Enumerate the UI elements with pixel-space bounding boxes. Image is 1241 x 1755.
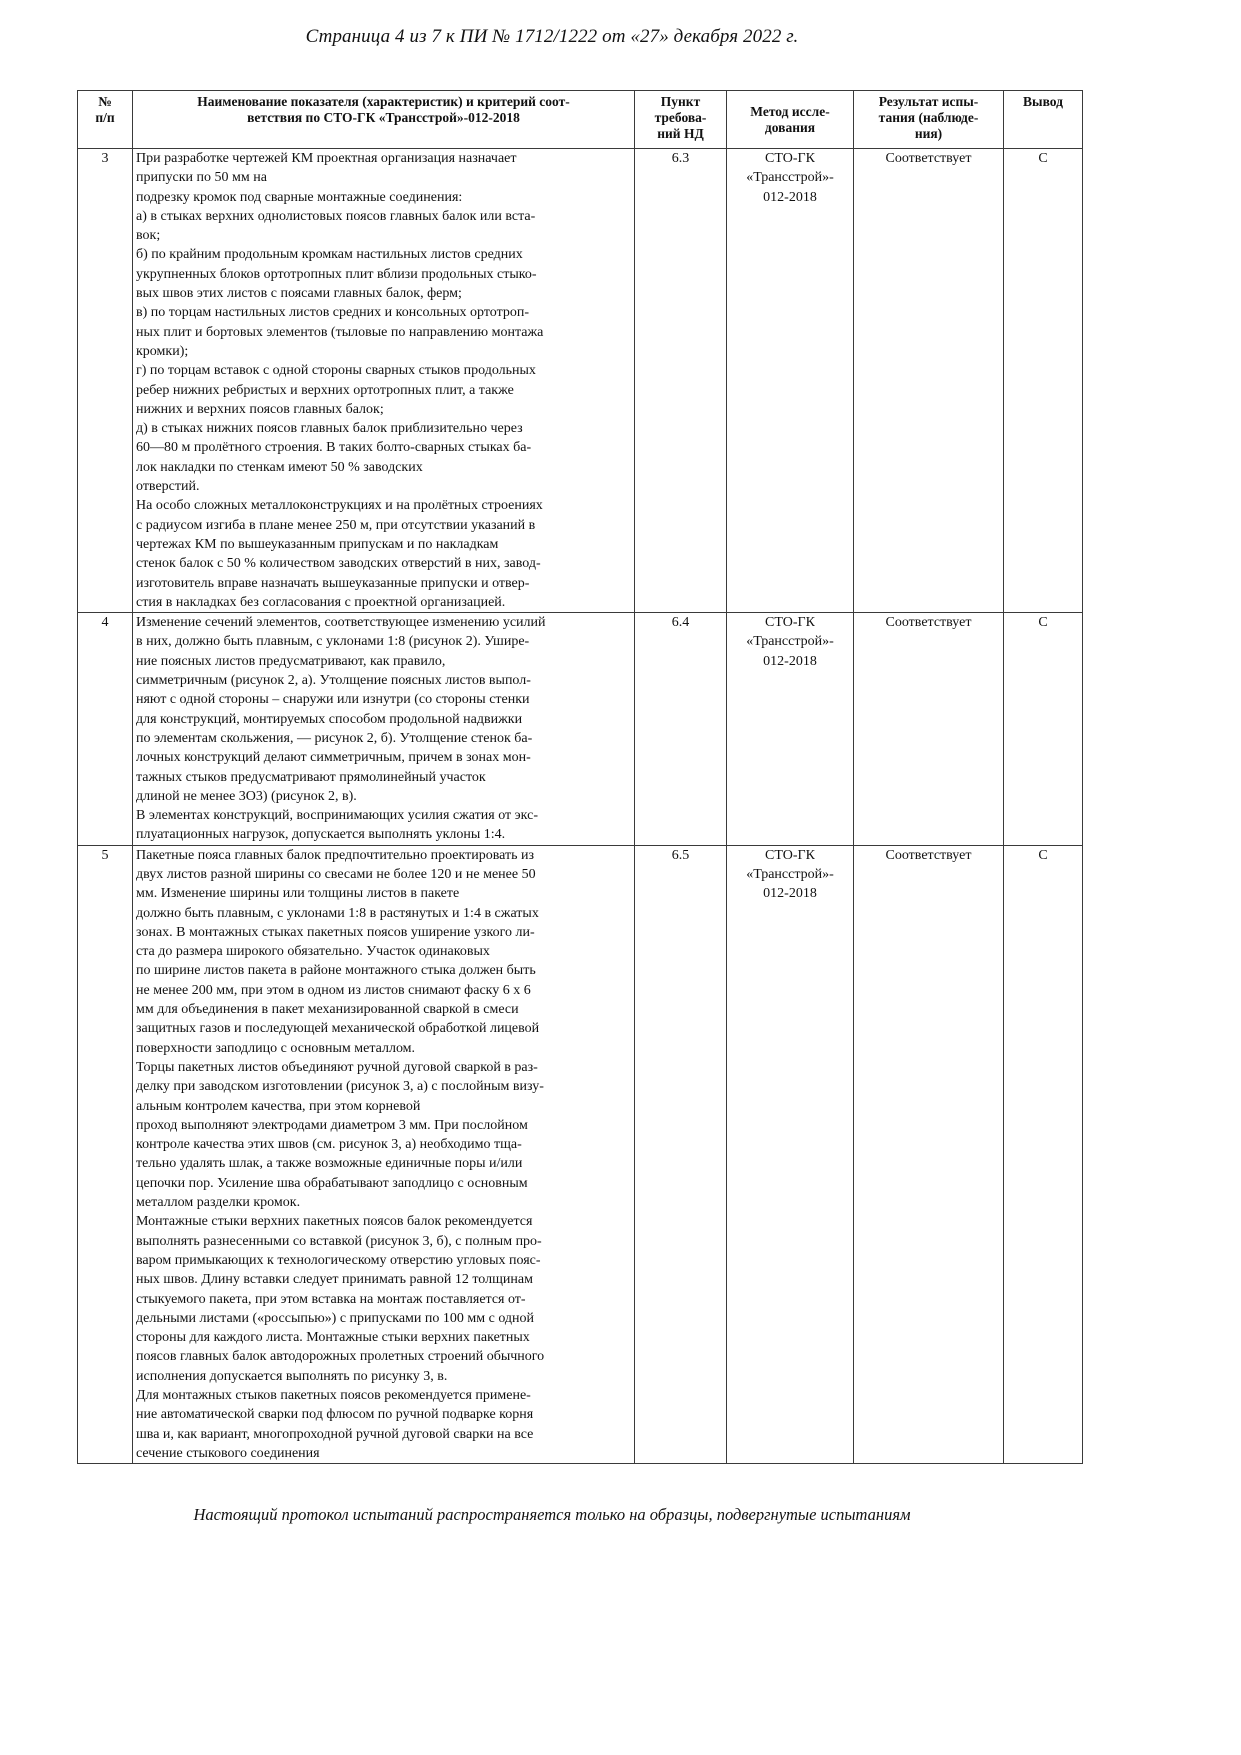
criterion-line: подрезку кромок под сварные монтажные соединения: <box>136 189 463 205</box>
test-result: Соответствует <box>854 613 1004 846</box>
row-number: 3 <box>78 149 133 613</box>
criterion-line: Изменение сечений элементов, соответствующее изменению усилий <box>136 615 546 631</box>
header-result-line: ния) <box>914 126 943 141</box>
criterion-line: ние поясных листов предусматривают, как правило, <box>136 653 446 669</box>
protocol-table <box>77 90 1083 1464</box>
criterion-line: стороны для каждого листа. Монтажные стыки верхних пакетных <box>136 1330 530 1346</box>
criterion-line: б) по крайним продольным кромкам настильных листов средних <box>136 247 523 263</box>
criterion-line: тельно удалять шлак, а также возможные единичные поры и/или <box>136 1156 523 1172</box>
criterion-line: тажных стыков предусматривают прямолинейный участок <box>136 769 486 785</box>
criterion-line: сечение стыкового соединения <box>136 1445 320 1461</box>
criterion-line: делку при заводском изготовлении (рисунок 3, а) с послойным визу- <box>136 1079 544 1095</box>
page-footer: Настоящий протокол испытаний распространяется только на образцы, подвергнутые испытаниям <box>193 1505 911 1524</box>
criterion-line: ных швов. Длину вставки следует принимать равной 12 толщинам <box>136 1272 533 1288</box>
criterion-line: металлом разделки кромок. <box>136 1195 301 1211</box>
criterion-line: выполнять разнесенными со вставкой (рисунок 3, б), с полным про- <box>136 1233 542 1249</box>
criterion-line: зонах. В монтажных стыках пакетных поясов уширение узкого ли- <box>136 924 535 940</box>
header-conclusion <box>1004 91 1083 149</box>
criterion-text <box>133 149 635 613</box>
criterion-line: контроле качества этих швов (см. рисунок 3, а) необходимо тща- <box>136 1137 522 1153</box>
criterion-line: поверхности заподлицо с основным металлом. <box>136 1040 416 1056</box>
criterion-text <box>133 845 635 1464</box>
criterion-line: по ширине листов пакета в районе монтажного стыка должен быть <box>136 963 536 979</box>
header-clause-line: Пункт <box>660 94 701 109</box>
criterion-line: Торцы пакетных листов объединяют ручной дуговой сваркой в раз- <box>136 1059 538 1075</box>
criterion-line: вок; <box>136 228 161 244</box>
header-clause-line: ний НД <box>657 126 704 141</box>
research-method-line: 012-2018 <box>763 886 817 902</box>
criterion-line: няют с одной стороны – снаружи или изнутри (со стороны стенки <box>136 692 530 708</box>
requirement-clause: 6.4 <box>635 613 727 846</box>
header-method <box>727 91 854 149</box>
row-number: 5 <box>78 845 133 1464</box>
criterion-line: лочных конструкций делают симметричным, причем в зонах мон- <box>136 750 531 766</box>
criterion-line: стыкуемого пакета, при этом вставка на монтаж поставляется от- <box>136 1291 526 1307</box>
header-result-line: тания (наблюде- <box>878 110 979 125</box>
research-method-line: «Трансстрой»- <box>746 170 834 186</box>
criterion-line: плуатационных нагрузок, допускается выполнять уклоны 1:4. <box>136 827 506 843</box>
header-result <box>854 91 1004 149</box>
criterion-line: В элементах конструкций, воспринимающих усилия сжатия от экс- <box>136 808 538 824</box>
row-number: 4 <box>78 613 133 846</box>
header-num-line: № <box>98 94 112 109</box>
research-method <box>727 613 854 846</box>
criterion-line: поясов главных балок автодорожных пролетных строений обычного <box>136 1349 545 1365</box>
requirement-clause: 6.3 <box>635 149 727 613</box>
criterion-line: не менее 200 мм, при этом в одном из листов снимают фаску 6 х 6 <box>136 982 531 998</box>
criterion-line: На особо сложных металлоконструкциях и на пролётных строениях <box>136 498 543 514</box>
research-method-line: СТО-ГК <box>765 151 815 166</box>
criterion-line: стия в накладках без согласования с проектной организацией. <box>136 594 506 610</box>
criterion-line: припуски по 50 мм на <box>136 170 267 186</box>
criterion-line: в) по торцам настильных листов средних и консольных ортотроп- <box>136 305 530 321</box>
research-method-line: СТО-ГК <box>765 615 815 631</box>
criterion-line: цепочки пор. Усиление шва обрабатывают заподлицо с основным <box>136 1175 528 1191</box>
conclusion: С <box>1004 149 1083 613</box>
criterion-line: ных плит и бортовых элементов (тыловые по направлению монтажа <box>136 324 544 340</box>
criterion-line: Пакетные пояса главных балок предпочтительно проектировать из <box>136 847 535 863</box>
criterion-line: стенок балок с 50 % количеством заводских отверстий в них, завод- <box>136 556 541 572</box>
criterion-line: При разработке чертежей КМ проектная организация назначает <box>136 151 517 166</box>
research-method <box>727 845 854 1464</box>
header-clause <box>635 91 727 149</box>
criterion-line: должно быть плавным, с уклонами 1:8 в растянутых и 1:4 в сжатых <box>136 905 539 921</box>
criterion-line: мм для объединения в пакет механизированной сваркой в смеси <box>136 1002 519 1018</box>
criterion-line: а) в стыках верхних однолистовых поясов главных балок или вста- <box>136 208 536 224</box>
criterion-line: г) по торцам вставок с одной стороны сварных стыков продольных <box>136 363 536 379</box>
research-method-line: СТО-ГК <box>765 847 815 863</box>
criterion-line: защитных газов и последующей механической обработкой лицевой <box>136 1021 540 1037</box>
criterion-line: шва и, как вариант, многопроходной ручной дуговой сварки на все <box>136 1426 534 1442</box>
criterion-line: нижних и верхних поясов главных балок; <box>136 401 384 417</box>
criterion-line: альным контролем качества, при этом корневой <box>136 1098 421 1114</box>
research-method-line: 012-2018 <box>763 653 817 669</box>
header-name <box>133 91 635 149</box>
header-method-line: Метод иссле- <box>750 104 830 119</box>
research-method-line: «Трансстрой»- <box>746 866 834 882</box>
criterion-line: в них, должно быть плавным, с уклонами 1:8 (рисунок 2). Ушире- <box>136 634 530 650</box>
requirement-clause: 6.5 <box>635 845 727 1464</box>
research-method-line: 012-2018 <box>763 189 817 205</box>
criterion-line: д) в стыках нижних поясов главных балок приблизительно через <box>136 421 523 437</box>
criterion-line: чертежах КМ по вышеуказанным припускам и по накладкам <box>136 536 499 552</box>
header-num <box>78 91 133 149</box>
criterion-line: кромки); <box>136 343 189 359</box>
criterion-line: ребер нижних ребристых и верхних ортотропных плит, а также <box>136 382 514 398</box>
criterion-line: Для монтажных стыков пакетных поясов рекомендуется примене- <box>136 1388 531 1403</box>
criterion-line: длиной не менее 3О3) (рисунок 2, в). <box>136 788 357 804</box>
criterion-line: Монтажные стыки верхних пакетных поясов балок рекомендуется <box>136 1214 533 1230</box>
table-row <box>78 845 1083 1464</box>
criterion-line: ние автоматической сварки под флюсом по ручной подварке корня <box>136 1407 534 1423</box>
table-row <box>78 149 1083 613</box>
header-name-line: Наименование показателя (характеристик) и критерий соот- <box>197 94 570 109</box>
criterion-line: с радиусом изгиба в плане менее 250 м, при отсутствии указаний в <box>136 517 536 533</box>
criterion-line: 60—80 м пролётного строения. В таких болто-сварных стыках ба- <box>136 440 532 456</box>
test-result: Соответствует <box>854 845 1004 1464</box>
table-header-row <box>78 91 1083 149</box>
criterion-line: исполнения допускается выполнять по рисунку 3, в. <box>136 1368 448 1384</box>
page-header: Страница 4 из 7 к ПИ № 1712/1222 от «27» декабря 2022 г. <box>305 26 799 47</box>
test-result: Соответствует <box>854 149 1004 613</box>
header-num-line: п/п <box>95 110 115 125</box>
table-body <box>78 149 1083 1464</box>
table-row <box>78 613 1083 846</box>
criterion-text <box>133 613 635 846</box>
criterion-line: по элементам скольжения, — рисунок 2, б). Утолщение стенок ба- <box>136 730 533 746</box>
criterion-line: двух листов разной ширины со свесами не более 120 и не менее 50 <box>136 866 536 882</box>
criterion-line: отверстий. <box>136 479 200 495</box>
criterion-line: лок накладки по стенкам имеют 50 % заводских <box>136 459 423 475</box>
criterion-line: вых швов этих листов с поясами главных балок, ферм; <box>136 286 462 302</box>
header-name-line: ветствия по СТО-ГК «Трансстрой»-012-2018 <box>247 110 520 125</box>
criterion-line: проход выполняют электродами диаметром 3 мм. При послойном <box>136 1117 528 1133</box>
header-conclusion-line: Вывод <box>1023 94 1063 109</box>
criterion-line: ста до размера широкого обязательно. Участок одинаковых <box>136 944 490 960</box>
research-method-line: «Трансстрой»- <box>746 634 834 650</box>
research-method <box>727 149 854 613</box>
criterion-line: мм. Изменение ширины или толщины листов в пакете <box>136 886 460 902</box>
criterion-line: изготовитель вправе назначать вышеуказанные припуски и отвер- <box>136 575 530 591</box>
conclusion: С <box>1004 845 1083 1464</box>
header-method-line: дования <box>764 120 816 135</box>
criterion-line: симметричным (рисунок 2, а). Утолщение поясных листов выпол- <box>136 673 531 689</box>
criterion-line: варом примыкающих к технологическому отверстию угловых пояс- <box>136 1252 541 1268</box>
header-clause-line: требова- <box>654 110 707 125</box>
criterion-line: укрупненных блоков ортотропных плит вблизи продольных стыко- <box>136 266 537 282</box>
header-result-line: Результат испы- <box>878 94 979 109</box>
conclusion: С <box>1004 613 1083 846</box>
criterion-line: для конструкций, монтируемых способом продольной надвижки <box>136 711 523 727</box>
criterion-line: дельными листами («россыпью») с припусками по 100 мм с одной <box>136 1310 535 1326</box>
